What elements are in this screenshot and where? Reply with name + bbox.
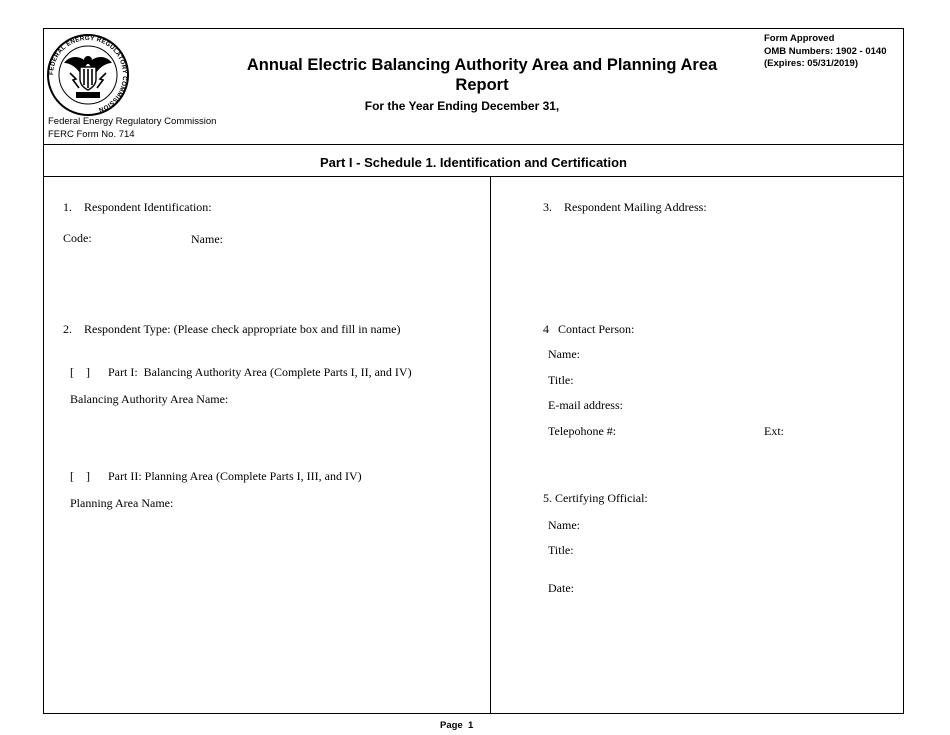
approval-line-1: Form Approved	[764, 33, 835, 44]
approval-line-2: OMB Numbers: 1902 - 0140	[764, 45, 887, 57]
approval-line-3: (Expires: 05/31/2019)	[764, 58, 859, 69]
divider-part	[44, 176, 903, 177]
omb-approval-block	[764, 33, 887, 71]
respondent-type-heading: 2. Respondent Type: (Please check appropriate box and fill in name)	[63, 322, 401, 336]
certifying-official-heading: 5. Certifying Official:	[543, 491, 648, 505]
certifying-date-label: Date:	[548, 581, 574, 595]
name-label: Name:	[191, 232, 223, 246]
form-number: FERC Form No. 714	[48, 129, 135, 140]
form-frame	[43, 28, 904, 714]
seal-text: FEDERAL ENERGY REGULATORY COMMISSION	[47, 34, 129, 114]
checkbox-balancing-authority[interactable]: [ ]	[70, 365, 90, 379]
contact-ext-label: Ext:	[764, 424, 784, 438]
balancing-authority-name-label: Balancing Authority Area Name:	[70, 392, 229, 406]
divider-columns	[490, 176, 491, 714]
balancing-authority-option-label: Part I: Balancing Authority Area (Complete Parts I, II, and IV)	[108, 365, 412, 379]
part-title: Part I - Schedule 1. Identification and Certification	[320, 155, 627, 170]
form-title: Annual Electric Balancing Authority Area and Planning Area Report	[246, 56, 718, 94]
contact-name-label: Name:	[548, 347, 580, 361]
contact-email-label: E-mail address:	[548, 398, 623, 412]
divider-header	[44, 144, 903, 145]
form-subtitle: For the Year Ending December 31,	[364, 99, 560, 113]
contact-phone-label: Telepohone #:	[548, 424, 617, 438]
page-number: Page 1	[440, 720, 474, 731]
agency-block	[48, 115, 216, 141]
ferc-seal-icon	[46, 33, 130, 117]
agency-name: Federal Energy Regulatory Commission	[48, 116, 217, 127]
contact-title-label: Title:	[548, 373, 574, 387]
planning-area-name-label: Planning Area Name:	[70, 496, 174, 510]
planning-area-option-label: Part II: Planning Area (Complete Parts I, III, and IV)	[108, 469, 362, 483]
code-label: Code:	[63, 231, 92, 245]
checkbox-planning-area[interactable]: [ ]	[70, 469, 90, 483]
respondent-identification-heading: 1. Respondent Identification:	[63, 200, 212, 214]
mailing-address-heading: 3. Respondent Mailing Address:	[543, 200, 707, 214]
contact-person-heading: 4 Contact Person:	[543, 322, 635, 336]
certifying-title-label: Title:	[548, 543, 574, 557]
certifying-name-label: Name:	[548, 518, 580, 532]
